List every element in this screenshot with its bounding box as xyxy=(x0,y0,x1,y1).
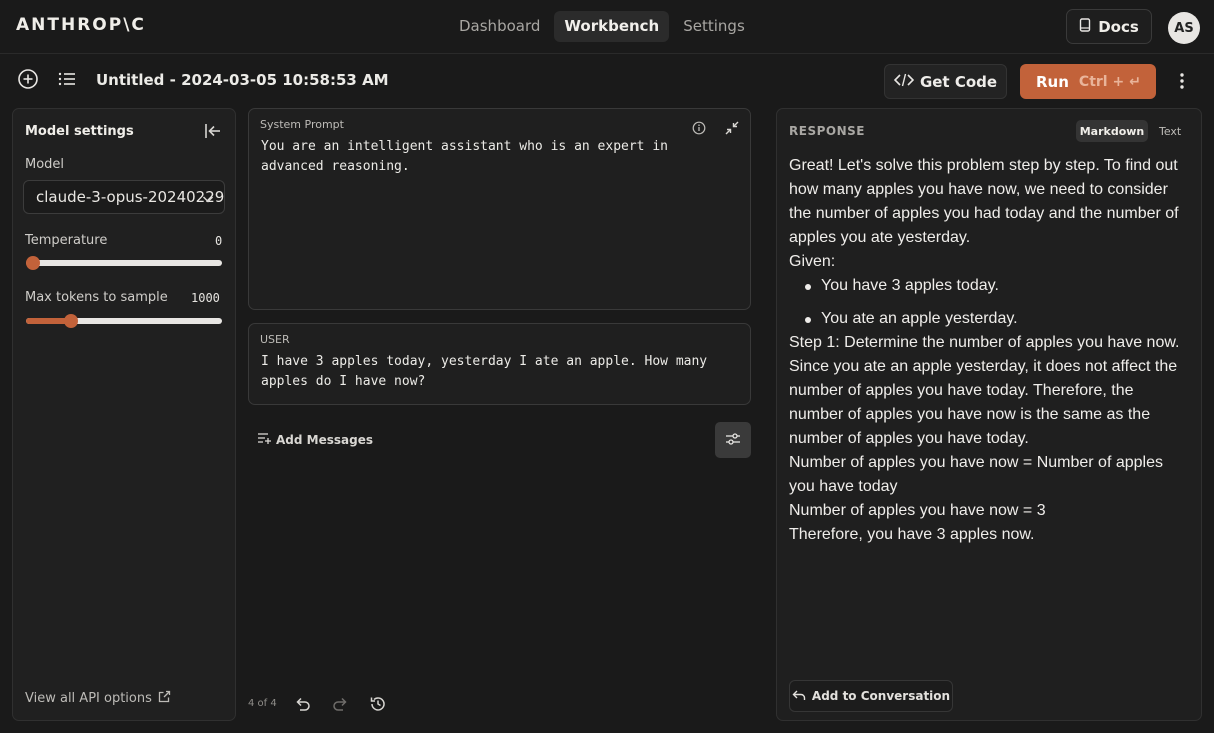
max-tokens-slider[interactable] xyxy=(26,318,222,324)
run-label: Run xyxy=(1036,72,1069,91)
sliders-icon xyxy=(725,431,741,450)
redo-icon[interactable] xyxy=(331,695,349,713)
markdown-view-toggle[interactable]: Markdown xyxy=(1076,120,1148,142)
avatar[interactable]: AS xyxy=(1168,12,1200,44)
list-icon xyxy=(56,75,78,94)
book-icon xyxy=(1079,18,1091,36)
response-content xyxy=(789,154,1189,547)
collapse-panel-button[interactable] xyxy=(204,122,222,140)
code-icon xyxy=(894,73,914,91)
tab-settings[interactable]: Settings xyxy=(683,17,745,35)
history-pager: 4 of 4 xyxy=(248,698,277,709)
api-options-label: View all API options xyxy=(25,691,152,706)
add-to-conversation-button[interactable] xyxy=(789,680,953,712)
add-messages-label: Add Messages xyxy=(276,432,373,447)
external-link-icon xyxy=(158,690,171,707)
response-intro: Great! Let's solve this problem step by step. To find out how many apples you have now, we need to consider the number of apples you had today and the number of apples you ate yesterday. xyxy=(789,157,1179,246)
model-select[interactable] xyxy=(23,180,225,214)
system-prompt-text[interactable]: You are an intelligent assistant who is an expert in advanced reasoning. xyxy=(261,139,668,174)
response-title: RESPONSE xyxy=(789,124,865,138)
prompt-list-button[interactable] xyxy=(56,68,80,92)
text-view-toggle[interactable]: Text xyxy=(1159,125,1182,138)
response-given: Given: xyxy=(789,253,836,270)
response-list xyxy=(789,274,1189,331)
minimize-icon[interactable] xyxy=(725,120,739,134)
plus-circle-icon xyxy=(17,68,39,94)
user-message-editor[interactable] xyxy=(248,323,751,405)
temperature-slider[interactable] xyxy=(26,260,222,266)
list-item: You ate an apple yesterday. xyxy=(789,307,1189,331)
add-to-conversation-label: Add to Conversation xyxy=(811,689,951,703)
prompt-title[interactable]: Untitled - 2024-03-05 10:58:53 AM xyxy=(96,71,389,89)
info-icon[interactable] xyxy=(692,120,706,134)
history-icon[interactable] xyxy=(369,695,387,713)
more-options-button[interactable] xyxy=(1172,70,1192,92)
prompt-settings-button[interactable] xyxy=(715,422,751,458)
temperature-slider-handle[interactable] xyxy=(26,256,40,270)
run-shortcut: Ctrl + ↵ xyxy=(1078,73,1141,90)
model-select-value: claude-3-opus-20240229 xyxy=(36,188,225,206)
chevron-down-icon xyxy=(202,191,214,203)
anthropic-logo[interactable]: ANTHROP\C xyxy=(16,15,146,35)
temperature-label: Temperature xyxy=(25,233,108,248)
response-conclusion: Therefore, you have 3 apples now. xyxy=(789,526,1035,543)
system-prompt-label: System Prompt xyxy=(260,118,344,131)
model-settings-title: Model settings xyxy=(25,124,134,139)
system-prompt-editor[interactable] xyxy=(248,108,751,310)
collapse-left-icon xyxy=(204,125,222,144)
model-label: Model xyxy=(25,157,65,172)
add-messages-button[interactable] xyxy=(257,432,373,447)
get-code-label: Get Code xyxy=(919,72,998,91)
response-equation-2: Number of apples you have now = 3 xyxy=(789,502,1046,519)
new-prompt-button[interactable] xyxy=(12,65,44,97)
response-equation-1: Number of apples you have now = Number of apples you have today xyxy=(789,454,1163,495)
nav-tabs xyxy=(449,11,755,42)
run-button[interactable] xyxy=(1020,64,1156,99)
max-tokens-label: Max tokens to sample xyxy=(25,290,168,305)
docs-label: Docs xyxy=(1098,17,1139,36)
max-tokens-slider-handle[interactable] xyxy=(64,314,78,328)
response-panel xyxy=(776,108,1202,721)
top-nav xyxy=(0,0,1214,54)
list-item: You have 3 apples today. xyxy=(789,274,1189,298)
user-message-text[interactable]: I have 3 apples today, yesterday I ate an apple. How many apples do I have now? xyxy=(261,354,708,389)
undo-icon[interactable] xyxy=(294,695,312,713)
temperature-value: 0 xyxy=(215,234,223,248)
reply-arrow-icon xyxy=(792,689,806,704)
add-list-icon xyxy=(257,432,271,447)
docs-button[interactable] xyxy=(1066,9,1152,44)
tab-dashboard[interactable]: Dashboard xyxy=(459,17,541,35)
tab-workbench[interactable]: Workbench xyxy=(554,11,669,42)
view-api-options-link[interactable] xyxy=(25,690,171,707)
workbench-header xyxy=(0,54,1214,108)
get-code-button[interactable] xyxy=(884,64,1007,99)
response-step1: Step 1: Determine the number of apples you have now. Since you ate an apple yesterday, it does not affect the number of apples you have today. Therefore, the number of apples you have now is the same as the number of apples you have today. xyxy=(789,334,1180,447)
max-tokens-value: 1000 xyxy=(191,291,220,305)
model-settings-panel xyxy=(12,108,236,721)
kebab-menu-icon xyxy=(1172,77,1192,96)
user-role-label: USER xyxy=(260,333,290,346)
